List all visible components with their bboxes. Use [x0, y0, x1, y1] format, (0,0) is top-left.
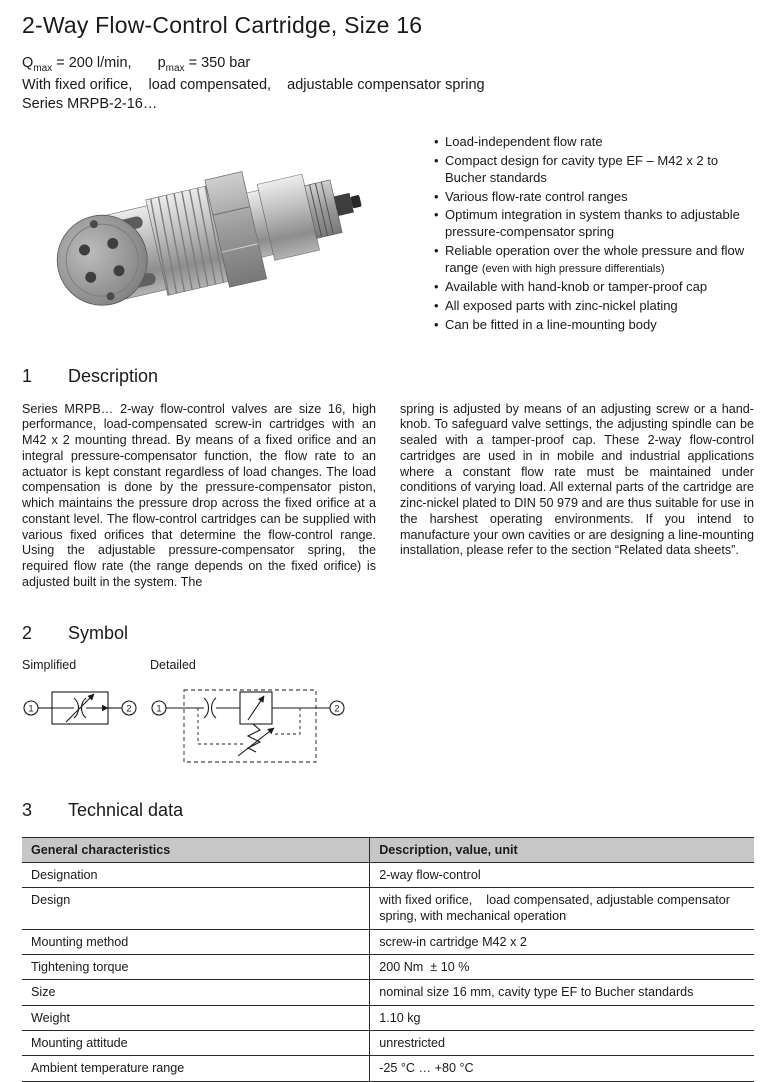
table-row — [22, 1005, 754, 1030]
feature-text: All exposed parts with zinc-nickel plating — [445, 297, 678, 313]
feature-text: Can be fitted in a line-mounting body — [445, 316, 657, 332]
table-cell-label: Design — [22, 887, 370, 929]
feature-text: Optimum integration in system thanks to adjustable pressure-compensator spring — [445, 207, 740, 240]
table-cell-label: Mounting attitude — [22, 1031, 370, 1056]
description-column-right: spring is adjusted by means of an adjusting screw or a hand-knob. To safeguard valve settings, the adjusting spindle can be sealed with a tamper-proof cap. These 2-way flow-control cartridges are used in in mobile and industrial applications where a constant flow rate must be maintained under conditions of varying load. All external parts of the cartridge are zinc-nickel plated to DIN 50 979 and are thus suitable for use in the harshest operating environments. If you intend to manufacture your own cavities or are designing a line-mounting installation, please refer to the section “Related data sheets”. — [400, 401, 754, 558]
table-cell-label: Mounting method — [22, 929, 370, 954]
page-title: 2-Way Flow-Control Cartridge, Size 16 — [22, 12, 423, 38]
section-title: Technical data — [68, 799, 184, 820]
feature-text: Available with hand-knob or tamper-proof cap — [445, 279, 708, 295]
subtitle-series: Series MRPB-2-16… — [22, 95, 158, 112]
simplified-symbol-block — [22, 658, 150, 734]
feature-item — [434, 243, 754, 277]
table-cell-value: 1.10 kg — [370, 1005, 754, 1030]
pmax-value: = 350 bar — [184, 55, 251, 71]
feature-note: (even with high pressure differentials) — [481, 263, 665, 276]
table-header-description: Description, value, unit — [370, 837, 754, 862]
section-heading-symbol — [22, 623, 754, 644]
spec-line — [22, 55, 754, 74]
port-1-label: 1 — [28, 703, 34, 713]
table-row — [22, 862, 754, 887]
table-row — [22, 1056, 754, 1081]
hero-section — [22, 130, 754, 336]
feature-item — [434, 279, 754, 296]
simplified-symbol-diagram — [22, 682, 147, 734]
table-cell-value: 200 Nm ± 10 % — [370, 954, 754, 979]
table-cell-value: nominal size 16 mm, cavity type EF to Bucher standards — [370, 980, 754, 1005]
simplified-label: Simplified — [22, 657, 77, 672]
table-cell-value: unrestricted — [370, 1031, 754, 1056]
section-number: 1 — [22, 365, 33, 386]
feature-item — [434, 298, 754, 315]
pmax-subscript: max — [165, 62, 185, 74]
table-cell-label: Weight — [22, 1005, 370, 1030]
section-title: Symbol — [68, 622, 129, 643]
table-cell-value: 2-way flow-control — [370, 862, 754, 887]
table-cell-label: Tightening torque — [22, 954, 370, 979]
table-row — [22, 887, 754, 929]
section-title: Description — [68, 365, 159, 386]
symbol-diagrams — [22, 658, 754, 774]
feature-item — [434, 153, 754, 187]
port-2-label: 2 — [334, 703, 340, 713]
feature-text: Various flow-rate control ranges — [445, 188, 628, 204]
table-header-characteristics: General characteristics — [22, 837, 370, 862]
table-row — [22, 980, 754, 1005]
cartridge-valve-image — [22, 130, 382, 320]
feature-list — [394, 130, 754, 336]
table-cell-label: Size — [22, 980, 370, 1005]
product-photo — [22, 130, 394, 336]
feature-item — [434, 189, 754, 206]
feature-text: Reliable operation over the whole pressure and flow range — [445, 243, 745, 276]
qmax-value: = 200 l/min, — [52, 55, 132, 71]
description-body — [22, 402, 754, 591]
section-heading-description — [22, 366, 754, 387]
table-header-row — [22, 837, 754, 862]
detailed-symbol-block — [150, 658, 400, 774]
table-cell-value: with fixed orifice, load compensated, adjustable compensator spring, with mechanical operation — [370, 887, 754, 929]
subtitle-features: With fixed orifice, load compensated, adjustable compensator spring — [22, 76, 485, 93]
table-cell-label: Designation — [22, 862, 370, 887]
pmax-symbol: p — [157, 55, 166, 71]
section-heading-technical-data — [22, 800, 754, 821]
detailed-symbol-diagram — [150, 682, 380, 774]
section-number: 2 — [22, 622, 33, 643]
technical-data-table — [22, 837, 754, 1082]
feature-item — [434, 134, 754, 151]
feature-text: Compact design for cavity type EF – M42 x 2 to Bucher standards — [445, 152, 719, 185]
table-cell-value: -25 °C … +80 °C — [370, 1056, 754, 1081]
description-column-left: Series MRPB… 2-way flow-control valves are size 16, high performance, load-compensated screw-in cartridges with an M42 x 2 mounting thread. By means of a fixed orifice and an integral pressure-compensator function, the flow rate to an actuator is kept constant regardless of load changes. The load compensation is done by the pressure-compensator piston, which maintains the pressure drop across the fixed orifice at a constant level. The flow-control cartridges can be supplied with various fixed orifices that determine the flow-control range. Using the adjustable pressure-compensator spring, the required flow rate (the range depends on the fixed orifice) is adjusted built in the system. The — [22, 401, 376, 589]
table-cell-label: Ambient temperature range — [22, 1056, 370, 1081]
table-row — [22, 1031, 754, 1056]
feature-item — [434, 317, 754, 334]
qmax-symbol: Q — [22, 55, 34, 71]
feature-item — [434, 207, 754, 241]
table-row — [22, 929, 754, 954]
detailed-label: Detailed — [150, 657, 196, 672]
qmax-subscript: max — [33, 62, 53, 74]
section-number: 3 — [22, 799, 33, 820]
table-cell-value: screw-in cartridge M42 x 2 — [370, 929, 754, 954]
feature-text: Load-independent flow rate — [445, 133, 603, 149]
table-row — [22, 954, 754, 979]
port-1-label: 1 — [156, 703, 162, 713]
port-2-label: 2 — [126, 703, 132, 713]
